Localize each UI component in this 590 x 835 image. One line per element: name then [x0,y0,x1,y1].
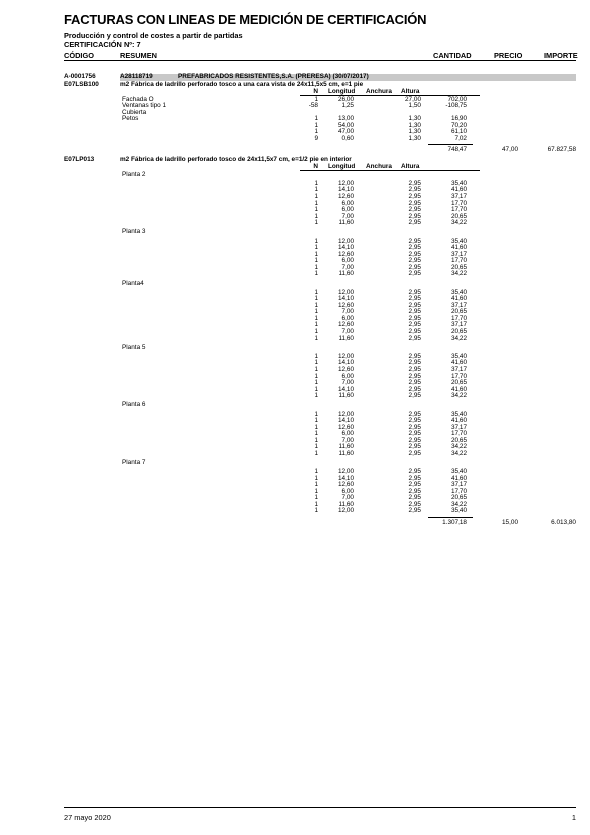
measure-partial: 35,40 [451,352,467,360]
measure-partial: 37,17 [451,193,467,201]
measure-partial: 34,22 [451,449,467,457]
measure-n: 1 [314,392,318,400]
measure-partial: 37,17 [451,321,467,329]
measure-n: 1 [314,206,318,214]
measure-n: 1 [314,321,318,329]
measure-height: 2,95 [408,365,421,373]
measure-n: 1 [314,193,318,201]
measure-length: 12,60 [338,193,354,201]
measure-height: 2,95 [408,314,421,322]
group-label: Planta 5 [122,343,146,351]
measure-height: 2,95 [408,295,421,303]
measure-height: 2,95 [408,270,421,278]
page-number: 1 [571,813,576,822]
measure-partial: 34,22 [451,500,467,508]
measure-partial: 37,17 [451,365,467,373]
item-amount: 6.013,80 [551,518,576,526]
measure-partial: -108,75 [445,102,467,110]
measure-partial: 70,20 [451,121,467,129]
measure-partial: 35,40 [451,288,467,296]
measure-length: 12,60 [338,481,354,489]
measure-partial: 35,40 [451,410,467,418]
measure-height: 2,95 [408,186,421,194]
measure-partial: 702,00 [447,95,467,103]
measure-height: 2,95 [408,474,421,482]
measure-height: 2,95 [408,288,421,296]
measure-partial: 34,22 [451,270,467,278]
measure-row-label: Petos [122,115,139,123]
measure-n: 1 [314,314,318,322]
column-amount: IMPORTE [544,51,578,60]
group-label: Planta 7 [122,458,146,466]
measure-height: 2,95 [408,481,421,489]
measure-n: 1 [314,468,318,476]
measure-partial: 17,70 [451,206,467,214]
measure-length: 47,00 [338,128,354,136]
measure-n: 9 [314,134,318,142]
measure-height: 1,30 [408,121,421,129]
measure-height: 2,95 [408,423,421,431]
footer-date: 27 mayo 2020 [64,813,111,822]
measure-n: -58 [308,102,318,110]
measure-n: 1 [314,308,318,316]
measure-n: 1 [314,385,318,393]
measure-length: 12,00 [338,468,354,476]
measure-length: 0,60 [341,134,354,142]
measure-length: 14,10 [338,474,354,482]
measure-length: 7,00 [341,327,354,335]
measure-height: 2,95 [408,334,421,342]
measure-height: 2,95 [408,468,421,476]
item-description: m2 Fábrica de ladrillo perforado tosco a una cara vista de 24x11,5x5 cm, e=1 pie [120,81,364,88]
measure-height: 2,95 [408,487,421,495]
measure-length: 7,00 [341,263,354,271]
measure-length: 7,00 [341,379,354,387]
measure-height: 2,95 [408,352,421,360]
column-quantity: CANTIDAD [433,51,472,60]
measure-n: 1 [314,379,318,387]
measure-header-n: N [313,87,318,95]
measure-row-label: Cubierta [122,108,147,116]
measure-height: 2,95 [408,193,421,201]
measure-partial: 17,70 [451,199,467,207]
measure-height: 27,00 [405,95,421,103]
measure-row-label: Ventanas tipo 1 [122,102,167,110]
measure-length: 7,00 [341,308,354,316]
measure-partial: 17,70 [451,372,467,380]
measure-length: 14,10 [338,385,354,393]
measure-n: 1 [314,179,318,187]
measure-height: 2,95 [408,449,421,457]
measure-length: 11,60 [338,334,354,342]
measure-length: 6,00 [341,257,354,265]
measure-length: 6,00 [341,430,354,438]
measure-n: 1 [314,212,318,220]
measure-height: 2,95 [408,321,421,329]
measure-partial: 41,60 [451,417,467,425]
report-title: FACTURAS CON LINEAS DE MEDICIÓN DE CERTIFICACIÓN [64,12,427,27]
measure-n: 1 [314,443,318,451]
item-description: m2 Fábrica de ladrillo perforado tosco de 24x11,5x7 cm, e=1/2 pie en interior [120,156,352,164]
measure-partial: 35,40 [451,507,467,515]
measure-n: 1 [314,372,318,380]
measure-partial: 34,22 [451,219,467,227]
measure-height: 2,95 [408,219,421,227]
measure-height: 2,95 [408,392,421,400]
supplier-code: A28118719 [120,73,153,80]
item-amount: 67.827,58 [547,146,576,154]
measure-n: 1 [314,449,318,457]
measure-length: 6,00 [341,206,354,214]
measure-height: 2,95 [408,443,421,451]
measure-n: 1 [314,115,318,123]
measure-partial: 34,22 [451,334,467,342]
footer-divider [64,807,576,808]
item-subtotal-line [428,144,473,145]
measure-length: 12,00 [338,507,354,515]
measure-partial: 41,60 [451,474,467,482]
measure-height: 2,95 [408,237,421,245]
measure-n: 1 [314,417,318,425]
measure-height: 2,95 [408,417,421,425]
measure-partial: 20,65 [451,494,467,502]
measure-length: 14,10 [338,359,354,367]
measure-n: 1 [314,121,318,129]
measure-height: 1,50 [408,102,421,110]
measure-n: 1 [314,500,318,508]
measure-length: 14,10 [338,295,354,303]
measure-length: 12,00 [338,237,354,245]
measure-partial: 41,60 [451,244,467,252]
measure-partial: 37,17 [451,423,467,431]
measure-partial: 37,17 [451,481,467,489]
measure-length: 11,60 [338,449,354,457]
measure-partial: 35,40 [451,179,467,187]
measure-partial: 17,70 [451,430,467,438]
measure-n: 1 [314,128,318,136]
measure-height: 2,95 [408,410,421,418]
measure-partial: 17,70 [451,487,467,495]
measure-length: 12,60 [338,365,354,373]
column-code: CÓDIGO [64,51,94,60]
measure-n: 1 [314,219,318,227]
measure-n: 1 [314,95,318,103]
measure-partial: 20,65 [451,308,467,316]
measure-length: 11,60 [338,219,354,227]
measure-length: 54,00 [338,121,354,129]
measure-length: 6,00 [341,372,354,380]
measure-header-length: Longitud [328,162,356,170]
measure-height: 2,95 [408,206,421,214]
item-code: E07LSB100 [64,81,99,88]
measure-n: 1 [314,186,318,194]
certification-number: CERTIFICACIÓN Nº: 7 [64,40,141,49]
measure-height: 2,95 [408,507,421,515]
measure-length: 11,60 [338,270,354,278]
measure-height: 2,95 [408,179,421,187]
measure-n: 1 [314,436,318,444]
measure-length: 1,25 [341,102,354,110]
measure-height: 1,30 [408,115,421,123]
measure-n: 1 [314,507,318,515]
measure-partial: 20,65 [451,327,467,335]
measure-n: 1 [314,327,318,335]
measure-height: 2,95 [408,385,421,393]
measure-partial: 17,70 [451,257,467,265]
measure-n: 1 [314,423,318,431]
item-subtotal-line [428,517,473,518]
measure-header-n: N [313,162,318,170]
item-price: 47,00 [502,146,518,154]
measure-partial: 61,10 [451,128,467,136]
invoice-code: A-0001756 [64,73,96,80]
measure-height: 2,95 [408,359,421,367]
measure-n: 1 [314,199,318,207]
group-label: Planta4 [122,279,144,287]
measure-n: 1 [314,430,318,438]
measure-height: 2,95 [408,327,421,335]
measure-row-label: Fachada O [122,95,154,103]
measure-height: 2,95 [408,257,421,265]
column-price: PRECIO [494,51,523,60]
measure-length: 7,00 [341,494,354,502]
measure-length: 14,10 [338,417,354,425]
measure-n: 1 [314,365,318,373]
measure-partial: 37,17 [451,301,467,309]
measure-partial: 20,65 [451,379,467,387]
measure-height: 2,95 [408,301,421,309]
measure-length: 14,10 [338,244,354,252]
measure-length: 6,00 [341,487,354,495]
measure-height: 2,95 [408,244,421,252]
measure-n: 1 [314,295,318,303]
measure-n: 1 [314,257,318,265]
measure-height: 2,95 [408,436,421,444]
measure-height: 2,95 [408,500,421,508]
measure-height: 2,95 [408,308,421,316]
measure-height: 2,95 [408,494,421,502]
measure-partial: 20,65 [451,263,467,271]
measure-height: 2,95 [408,212,421,220]
measure-partial: 41,60 [451,186,467,194]
measure-n: 1 [314,270,318,278]
measure-n: 1 [314,288,318,296]
measure-header-length: Longitud [328,87,356,95]
measure-length: 7,00 [341,212,354,220]
measure-length: 14,10 [338,186,354,194]
measure-n: 1 [314,334,318,342]
measure-length: 12,60 [338,423,354,431]
measure-length: 12,00 [338,179,354,187]
report-subtitle: Producción y control de costes a partir de partidas [64,31,243,40]
column-summary: RESUMEN [120,51,157,60]
measure-partial: 20,65 [451,212,467,220]
measure-height: 2,95 [408,430,421,438]
measure-partial: 17,70 [451,314,467,322]
item-total-quantity: 1.307,18 [442,518,467,526]
measure-partial: 16,90 [451,115,467,123]
measure-n: 1 [314,410,318,418]
measure-n: 1 [314,244,318,252]
measure-partial: 35,40 [451,237,467,245]
measure-length: 12,00 [338,352,354,360]
measure-header-width: Anchura [366,162,392,170]
item-price: 15,00 [502,518,518,526]
measure-length: 13,00 [338,115,354,123]
measure-n: 1 [314,487,318,495]
group-label: Planta 2 [122,170,146,178]
measure-partial: 7,02 [454,134,467,142]
measure-n: 1 [314,263,318,271]
measure-length: 6,00 [341,199,354,207]
measure-height: 1,30 [408,134,421,142]
measure-length: 11,60 [338,443,354,451]
measure-height: 1,30 [408,128,421,136]
measure-header-height: Altura [401,162,420,170]
measure-height: 2,95 [408,199,421,207]
measure-height: 2,95 [408,263,421,271]
measure-n: 1 [314,301,318,309]
group-label: Planta 6 [122,401,146,409]
measure-n: 1 [314,359,318,367]
measure-partial: 20,65 [451,436,467,444]
measure-header-underline [300,170,480,171]
measure-length: 12,60 [338,321,354,329]
measure-height: 2,95 [408,250,421,258]
measure-length: 26,00 [338,95,354,103]
measure-partial: 37,17 [451,250,467,258]
measure-n: 1 [314,481,318,489]
measure-header-height: Altura [401,87,420,95]
measure-length: 12,60 [338,250,354,258]
measure-length: 6,00 [341,314,354,322]
group-label: Planta 3 [122,228,146,236]
measure-partial: 41,60 [451,359,467,367]
measure-length: 11,60 [338,392,354,400]
measure-header-width: Anchura [366,87,392,95]
measure-partial: 34,22 [451,392,467,400]
measure-height: 2,95 [408,372,421,380]
measure-n: 1 [314,237,318,245]
measure-partial: 41,60 [451,295,467,303]
measure-n: 1 [314,494,318,502]
measure-length: 12,00 [338,410,354,418]
measure-length: 12,00 [338,288,354,296]
measure-partial: 34,22 [451,443,467,451]
measure-length: 7,00 [341,436,354,444]
measure-partial: 41,60 [451,385,467,393]
measure-length: 12,60 [338,301,354,309]
measure-length: 11,60 [338,500,354,508]
item-total-quantity: 748,47 [447,146,467,154]
measure-n: 1 [314,250,318,258]
measure-height: 2,95 [408,379,421,387]
item-code: E07LP013 [64,156,95,164]
measure-n: 1 [314,474,318,482]
measure-n: 1 [314,352,318,360]
measure-partial: 35,40 [451,468,467,476]
supplier-name: PREFABRICADOS RESISTENTES,S.A. (PRERESA) (30/07/2017) [178,73,369,80]
